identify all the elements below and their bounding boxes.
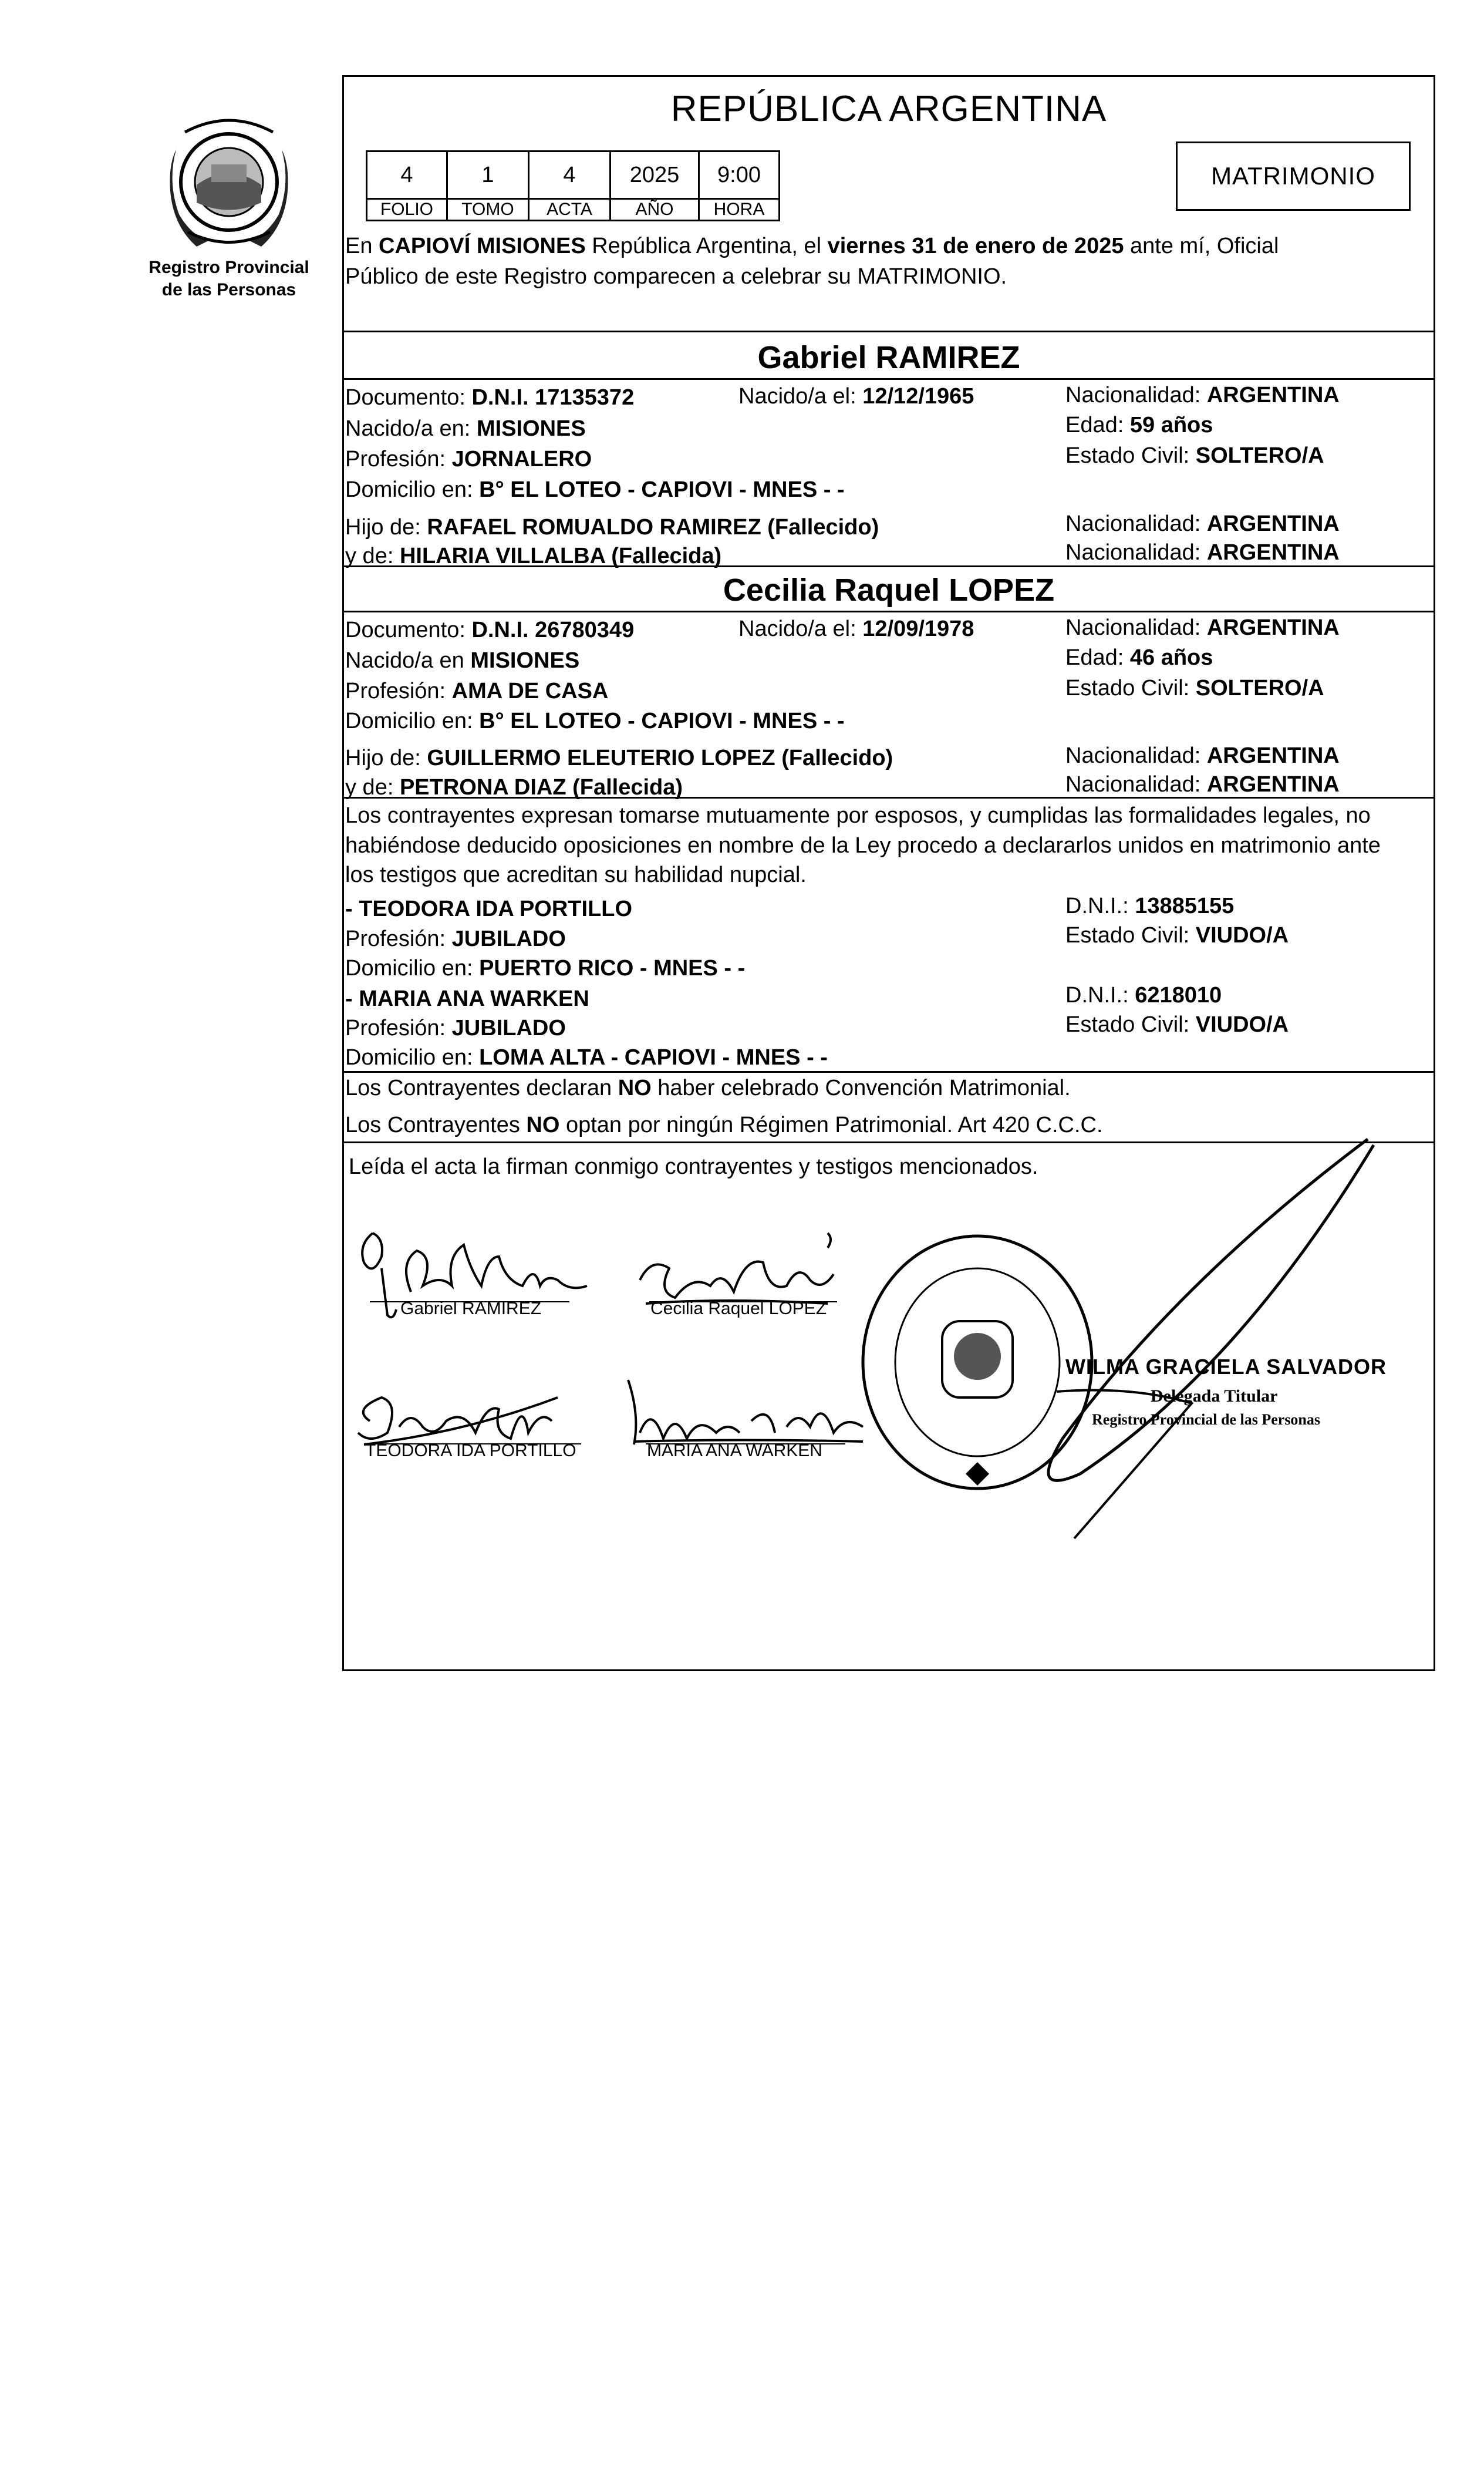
- acta-label: ACTA: [529, 199, 611, 221]
- spouse2-nationality: Nacionalidad: ARGENTINA: [1065, 615, 1340, 640]
- tomo-label: TOMO: [447, 199, 529, 221]
- spouse1-father: Hijo de: RAFAEL ROMUALDO RAMIREZ (Fallecido): [345, 515, 879, 540]
- spouse2-document: Documento: D.N.I. 26780349: [345, 618, 635, 642]
- declaration-line1: Los contrayentes expresan tomarse mutuamente por esposos, y cumplidas las formalidades legales, no: [345, 803, 1371, 828]
- divider: [342, 565, 1435, 567]
- registry-name-line1: Registro Provincial: [149, 258, 309, 277]
- convention-statement: Los Contrayentes declaran NO haber celebrado Convención Matrimonial.: [345, 1076, 1071, 1100]
- intro-line1: En CAPIOVÍ MISIONES República Argentina, el viernes 31 de enero de 2025 ante mí, Oficial: [345, 234, 1279, 258]
- witness2-profession: Profesión: JUBILADO: [345, 1016, 566, 1040]
- spouse2-father-nationality: Nacionalidad: ARGENTINA: [1065, 743, 1340, 768]
- acta-value: 4: [529, 151, 611, 199]
- official-signature: [1004, 1133, 1391, 1556]
- spouse1-birthplace: Nacido/a en: MISIONES: [345, 416, 586, 441]
- witness1-dni: D.N.I.: 13885155: [1065, 894, 1235, 918]
- witness1-name: - TEODORA IDA PORTILLO: [345, 897, 633, 921]
- witness1-profession: Profesión: JUBILADO: [345, 927, 566, 951]
- folio-value: 4: [367, 151, 447, 199]
- signature-label-cecilia: Cecilia Raquel LOPEZ: [650, 1299, 827, 1318]
- spouse2-address: Domicilio en: B° EL LOTEO - CAPIOVI - MNES - -: [345, 709, 845, 733]
- signature-label-teodora: TEODORA IDA PORTILLO: [365, 1441, 576, 1460]
- tomo-value: 1: [447, 151, 529, 199]
- folio-label: FOLIO: [367, 199, 447, 221]
- spouse1-profession: Profesión: JORNALERO: [345, 447, 592, 472]
- hour-label: HORA: [699, 199, 780, 221]
- intro-line2: Público de este Registro comparecen a celebrar su MATRIMONIO.: [345, 264, 1007, 289]
- hour-value: 9:00: [699, 151, 780, 199]
- spouse1-mother-nationality: Nacionalidad: ARGENTINA: [1065, 540, 1340, 565]
- spouse1-document: Documento: D.N.I. 17135372: [345, 385, 635, 410]
- signature-label-gabriel: Gabriel RAMIREZ: [400, 1299, 542, 1318]
- year-value: 2025: [611, 151, 699, 199]
- spouse1-birthdate: Nacido/a el: 12/12/1965: [738, 384, 974, 409]
- registry-logo: [117, 109, 340, 300]
- spouse1-father-nationality: Nacionalidad: ARGENTINA: [1065, 511, 1340, 536]
- spouse1-civil-status: Estado Civil: SOLTERO/A: [1065, 443, 1324, 468]
- witness1-civil-status: Estado Civil: VIUDO/A: [1065, 923, 1289, 948]
- divider: [342, 331, 1435, 332]
- spouse2-father: Hijo de: GUILLERMO ELEUTERIO LOPEZ (Fallecido): [345, 746, 893, 770]
- spouse2-age: Edad: 46 años: [1065, 645, 1213, 670]
- registry-name-line2: de las Personas: [161, 280, 296, 299]
- spouse2-civil-status: Estado Civil: SOLTERO/A: [1065, 676, 1324, 701]
- spouse2-mother-nationality: Nacionalidad: ARGENTINA: [1065, 772, 1340, 797]
- spouse2-birthdate: Nacido/a el: 12/09/1978: [738, 617, 974, 641]
- witness2-civil-status: Estado Civil: VIUDO/A: [1065, 1012, 1289, 1037]
- divider: [342, 378, 1435, 380]
- document-title: REPÚBLICA ARGENTINA: [670, 89, 1107, 129]
- document-type-box: MATRIMONIO: [1176, 142, 1411, 211]
- spouse2-profession: Profesión: AMA DE CASA: [345, 679, 609, 703]
- spouse2-birthplace: Nacido/a en MISIONES: [345, 648, 580, 673]
- year-label: AÑO: [611, 199, 699, 221]
- divider: [342, 1071, 1435, 1073]
- witness1-address: Domicilio en: PUERTO RICO - MNES - -: [345, 956, 746, 981]
- closing-statement: Leída el acta la firman conmigo contrayentes y testigos mencionados.: [349, 1154, 1038, 1179]
- spouse2-mother: y de: PETRONA DIAZ (Fallecida): [345, 775, 683, 800]
- official-name: WILMA GRACIELA SALVADOR: [1065, 1355, 1387, 1379]
- signature-gabriel-ramirez: [346, 1221, 616, 1339]
- spouse1-name: Gabriel RAMIREZ: [757, 340, 1020, 375]
- divider: [342, 611, 1435, 612]
- spouse1-mother: y de: HILARIA VILLALBA (Fallecida): [345, 544, 722, 568]
- spouse2-name: Cecilia Raquel LOPEZ: [723, 573, 1055, 608]
- spouse1-age: Edad: 59 años: [1065, 413, 1213, 437]
- witness2-address: Domicilio en: LOMA ALTA - CAPIOVI - MNES - -: [345, 1045, 828, 1070]
- declaration-line3: los testigos que acreditan su habilidad nupcial.: [345, 863, 807, 887]
- patrimonial-regime-statement: Los Contrayentes NO optan por ningún Régimen Patrimonial. Art 420 C.C.C.: [345, 1113, 1103, 1137]
- official-organization: Registro Provincial de las Personas: [1092, 1411, 1321, 1428]
- spouse1-address: Domicilio en: B° EL LOTEO - CAPIOVI - MNES - -: [345, 477, 845, 502]
- official-role: Delegada Titular: [1151, 1386, 1278, 1406]
- record-index-table: [366, 150, 780, 221]
- witness2-dni: D.N.I.: 6218010: [1065, 983, 1222, 1008]
- divider: [342, 797, 1435, 799]
- signature-label-maria: MARIA ANA WARKEN: [647, 1441, 822, 1460]
- province-emblem-icon: [156, 109, 302, 255]
- spouse1-nationality: Nacionalidad: ARGENTINA: [1065, 383, 1340, 408]
- witness2-name: - MARIA ANA WARKEN: [345, 986, 589, 1011]
- declaration-line2: habiéndose deducido oposiciones en nombre de la Ley procedo a declararlos unidos en matrimonio ante: [345, 833, 1381, 858]
